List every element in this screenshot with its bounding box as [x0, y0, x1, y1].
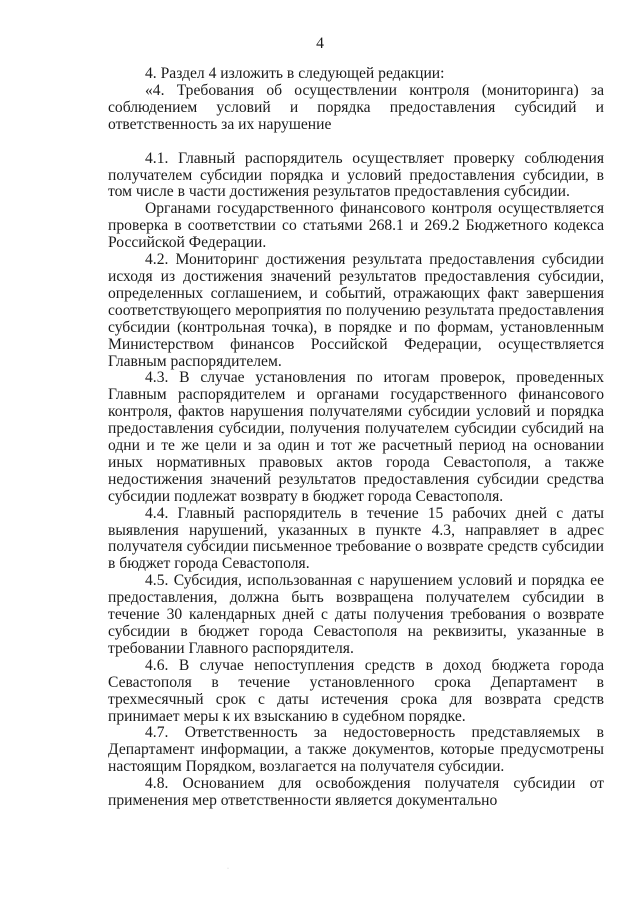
paragraph-4-3: 4.3. В случае установления по итогам проверок, проведенных Главным распорядителем и органами государственного финансового контроля, фактов нарушения получателями субсидии условий и порядка предоставления субсидии, получения получателем субсидии субсидий на одни и те же цели и за один и тот же расчетный период на основании иных нормативных правовых актов города Севастополя, а также недостижения значений результатов предоставления субсидии средства субсидии подлежат возврату в бюджет города Севастополя.: [108, 369, 604, 505]
paragraph-4-5: 4.5. Субсидия, использованная с нарушением условий и порядка ее предоставления, должна быть возвращена получателем субсидии в течение 30 календарных дней с даты получения требования о возврате субсидии в бюджет города Севастополя на реквизиты, указанные в требовании Главного распорядителя.: [108, 572, 604, 657]
paragraph-4-6: 4.6. В случае непоступления средств в доход бюджета города Севастополя в течение установленного срока Департамент в трехмесячный срок с даты истечения срока для возврата средств принимает меры к их взысканию в судебном порядке.: [108, 656, 604, 725]
spacer: [108, 134, 604, 151]
scan-dot: ·: [227, 866, 229, 872]
document-body: [108, 66, 604, 810]
paragraph-4-4: 4.4. Главный распорядитель в течение 15 рабочих дней с даты выявления нарушений, указанных в пункте 4.3, направляет в адрес получателя субсидии письменное требование о возврате средств субсидии в бюджет города Севастополя.: [108, 504, 604, 573]
paragraph-4-1-control: Органами государственного финансового контроля осуществляется проверка в соответствии со статьями 268.1 и 269.2 Бюджетного кодекса Российской Федерации.: [108, 200, 604, 252]
item-4-instruction: 4. Раздел 4 изложить в следующей редакции:: [145, 65, 445, 82]
page-number: 4: [316, 35, 324, 52]
paragraph-4-8: 4.8. Основанием для освобождения получателя субсидии от применения мер ответственности является документально: [108, 775, 604, 810]
paragraph-4-7: 4.7. Ответственность за недостоверность представляемых в Департамент информации, а также документов, которые предусмотрены настоящим Порядком, возлагается на получателя субсидии.: [108, 724, 604, 776]
paragraph-4-2: 4.2. Мониторинг достижения результата предоставления субсидии исходя из достижения значений результатов предоставления субсидии, определенных соглашением, и событий, отражающих факт завершения соответствующего мероприятия по получению результата предоставления субсидии (контрольная точка), в порядке и по формам, установленным Министерством финансов Российской Федерации, осуществляется Главным распорядителем.: [108, 251, 604, 370]
paragraph-4-1: 4.1. Главный распорядитель осуществляет проверку соблюдения получателем субсидии порядка и условий предоставления субсидии, в том числе в части достижения результатов предоставления субсидии.: [108, 149, 604, 201]
section-title: «4. Требования об осуществлении контроля (мониторинга) за соблюдением условий и порядка предоставления субсидий и ответственность за их нарушение: [108, 81, 604, 133]
